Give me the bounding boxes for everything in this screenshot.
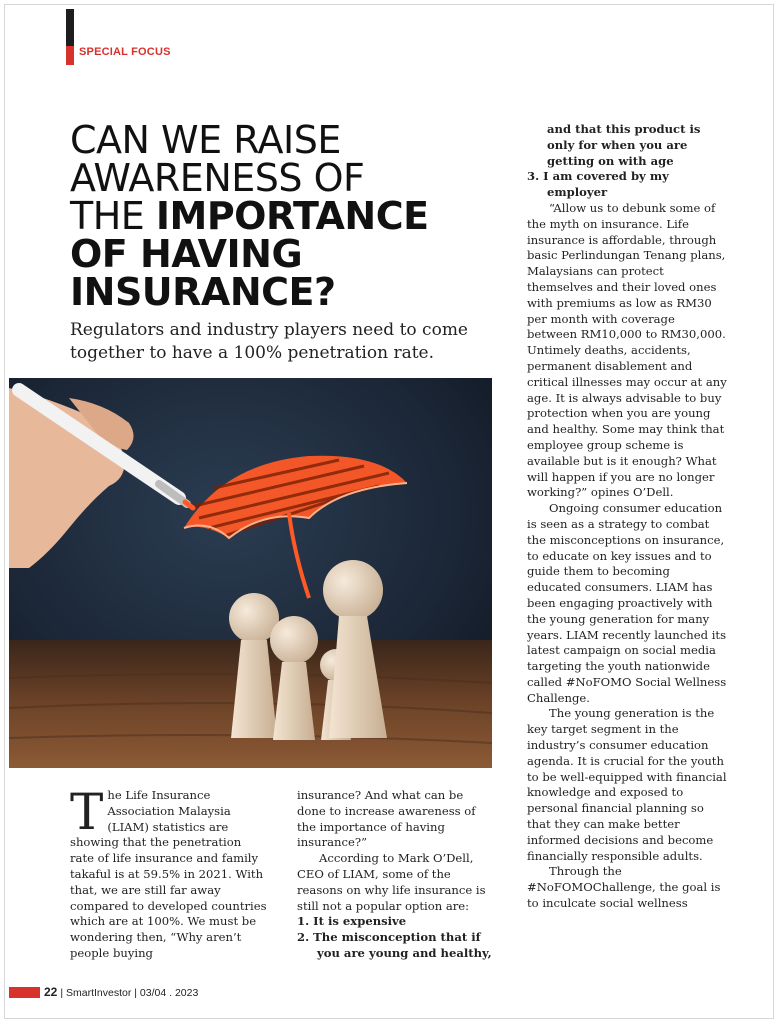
- footer: [44, 985, 198, 999]
- body-paragraph: insurance? And what can be done to increase awareness of the importance of having insurance?”: [297, 788, 476, 850]
- list-item-continued: you are young and healthy,: [317, 945, 492, 960]
- body-paragraph: Ongoing consumer education is seen as a strategy to combat the misconceptions on insurance, to educate on key issues and to guide them to becoming educated consumers. LIAM has been engaging proactively with the young generation for many years. LIAM recently launched its latest campaign on social media targeting the youth nationwide called #NoFOMO Social Wellness Challenge.: [527, 501, 727, 705]
- body-column-1: [70, 783, 268, 962]
- body-paragraph: The young generation is the key target segment in the industry’s consumer education agenda. It is crucial for the youth to be well-equipped with financial knowledge and exposed to personal financial planning so that they can make better informed decisions and become financially responsible adults.: [527, 706, 727, 863]
- section-label: SPECIAL FOCUS: [79, 46, 171, 58]
- body-column-2: [297, 788, 493, 962]
- dropcap: T: [70, 783, 104, 841]
- headline-line-3-bold: IMPORTANCE: [155, 194, 429, 238]
- page-number: 22: [44, 985, 58, 999]
- list-item: 2. The misconception that if: [297, 930, 481, 945]
- body-paragraph: According to Mark O’Dell, CEO of LIAM, some of the reasons on why life insurance is still not a popular option are:: [297, 851, 486, 913]
- headline-line-5: INSURANCE?: [70, 270, 336, 314]
- headline-line-3-light: THE: [70, 194, 156, 238]
- headline-line-4: OF HAVING: [70, 232, 303, 276]
- headline-line-3: [70, 194, 530, 238]
- body-column-3: [527, 122, 727, 912]
- list-item-continued: employer: [547, 185, 608, 200]
- body-text: he Life Insurance Association Malaysia (LIAM) statistics are showing that the penetration rate of life insurance and family takaful is at 59.5% in 2021. With that, we are still far away compared to developed countries which are at 100%. We must be wondering then, “Why aren’t people buying: [70, 788, 267, 960]
- footer-accent-bar: [9, 987, 40, 998]
- list-item: 1. It is expensive: [297, 914, 407, 929]
- headline-line-2: AWARENESS OF: [70, 156, 365, 200]
- publication-info: | SmartInvestor | 03/04 . 2023: [60, 987, 199, 999]
- headline: [70, 118, 530, 314]
- section-marker-accent: [66, 46, 74, 65]
- body-paragraph: “Allow us to debunk some of the myth on insurance. Life insurance is affordable, through basic Perlindungan Tenang plans, Malaysians can protect themselves and their loved ones with premiums as low as RM30 per month with coverage between RM10,000 to RM30,000. Untimely deaths, accidents, permanent disablement and critical illnesses may occur at any age. It is always advisable to buy protection when you are young and healthy. Some may think that employee group scheme is available but is it enough? What will happen if you are no longer working?” opines O’Dell.: [527, 200, 727, 500]
- magazine-page: [4, 4, 774, 1019]
- photo-illustration: [9, 378, 492, 768]
- list-item-continued: and that this product is only for when you are getting on with age: [547, 122, 701, 168]
- umbrella-family-photo: [9, 378, 492, 768]
- list-item: 3. I am covered by my: [527, 169, 669, 184]
- headline-line-1: CAN WE RAISE: [70, 118, 341, 162]
- standfirst: Regulators and industry players need to come together to have a 100% penetration rate.: [70, 320, 468, 363]
- body-paragraph: Through the #NoFOMOChallenge, the goal is to inculcate social wellness: [527, 864, 721, 911]
